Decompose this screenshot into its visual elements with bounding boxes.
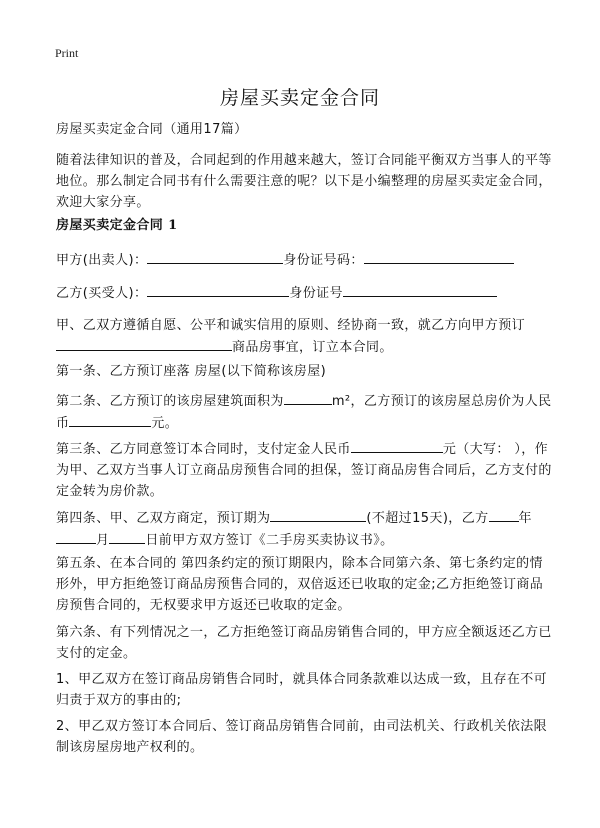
art3-text-3: ，作为甲、乙双方当事人订立商品房预售合同的担保，签订商品房售合同后，乙方支付的定金转为房价款。 <box>56 442 552 499</box>
paragraph-agreement <box>56 315 552 358</box>
section-heading: 房屋买卖定金合同 1 <box>56 218 178 233</box>
article-1: 第一条、乙方预订座落 房屋(以下简称该房屋) <box>56 364 327 379</box>
art4-period-blank <box>270 507 366 522</box>
party-b-line <box>56 282 552 304</box>
party-a-line <box>56 249 552 271</box>
list-item-2: 2、甲乙双方签订本合同后、签订商品房销售合同前，由司法机关、行政机关依法限制该房屋房地产权利的。 <box>56 719 548 755</box>
document-title: 房屋买卖定金合同 <box>219 87 380 109</box>
art4-month-blank <box>56 529 96 544</box>
art4-day-blank <box>109 529 145 544</box>
art2-area-blank <box>284 390 332 405</box>
party-a-label: 甲方(出卖人)： <box>56 253 148 268</box>
document-subtitle: 房屋买卖定金合同（通用17篇） <box>56 122 248 137</box>
art2-text-2: ，乙方预订的该房屋总房价为人民币 <box>56 394 552 431</box>
p1-text-1: 甲、乙双方遵循自愿、公平和诚实信用的原则、经协商一致，就乙方向甲方预订 <box>56 318 526 333</box>
art4-year: 年 <box>518 511 532 526</box>
art4-year-blank <box>489 507 519 522</box>
party-b-id-label: 身份证号 <box>289 286 343 301</box>
article-2 <box>56 390 552 434</box>
party-a-id-blank <box>364 249 514 264</box>
intro-paragraph: 随着法律知识的普及，合同起到的作用越来越大，签订合同能平衡双方当事人的平等地位。那么制定合同书有什么需要注意的呢？以下是小编整理的房屋买卖定金合同，欢迎大家分享。 <box>56 153 552 210</box>
article-6: 第六条、有下列情况之一，乙方拒绝签订商品房销售合同的，甲方应全额返还乙方已支付的定金。 <box>56 625 552 661</box>
list-item-1: 1、甲乙双方在签订商品房销售合同时，就具体合同条款难以达成一致，且存在不可归责于双方的事由的; <box>56 672 548 708</box>
p1-text-2: 商品房事宜，订立本合同。 <box>232 340 393 355</box>
art2-price-blank <box>69 412 151 427</box>
article-4 <box>56 507 552 551</box>
article-3 <box>56 438 552 502</box>
art4-month: 月 <box>96 533 110 548</box>
art3-text-2: 元（大写： ） <box>442 442 522 457</box>
art2-unit: m² <box>331 394 351 409</box>
art4-text-1: 第四条、甲、乙双方商定，预订期为 <box>56 511 271 526</box>
art3-text-1: 第三条、乙方同意签订本合同时，支付定金人民币 <box>56 442 351 457</box>
party-b-label: 乙方(买受人)： <box>56 286 148 301</box>
article-5: 第五条、在本合同的 第四条约定的预订期限内，除本合同第六条、第七条约定的情形外，甲方拒绝签订商品房预售合同的，双倍返还已收取的定金;乙方拒绝签订商品房预售合同的，无权要求甲方返还已收取的定金。 <box>56 556 544 613</box>
party-b-blank <box>147 282 289 297</box>
art4-text-2: (不超过15天)，乙方 <box>366 511 489 526</box>
print-label: Print <box>55 46 79 60</box>
party-a-id-label: 身份证号码： <box>283 253 364 268</box>
party-a-blank <box>147 249 283 264</box>
art2-text-1: 第二条、乙方预订的该房屋建筑面积为 <box>56 394 284 409</box>
art3-blank <box>351 438 443 453</box>
art2-text-3: 元。 <box>151 416 179 431</box>
p1-blank <box>56 336 232 351</box>
art4-day: 日前甲方双方签订《二手房买卖协议书》。 <box>145 533 394 548</box>
party-b-id-blank <box>343 282 497 297</box>
